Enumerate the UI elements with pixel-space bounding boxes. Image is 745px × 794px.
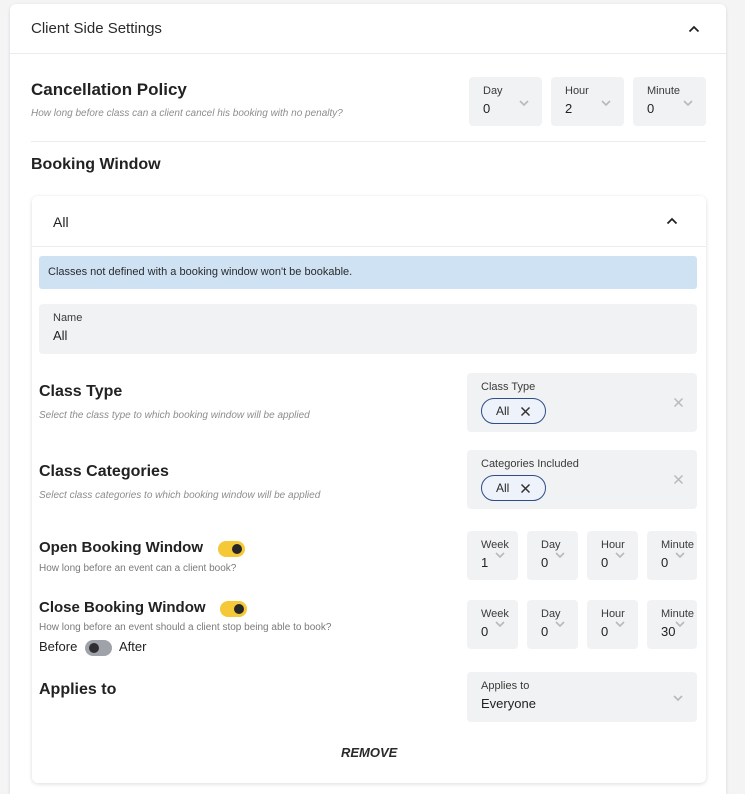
cancellation-minute-select[interactable]: [633, 77, 706, 126]
before-label: Before: [39, 639, 78, 654]
select-label: Day: [483, 85, 503, 97]
select-value: 0: [647, 101, 655, 116]
select-value: 0: [541, 555, 549, 570]
select-value: 0: [541, 624, 549, 639]
panel-title: Client Side Settings: [31, 20, 162, 37]
cancellation-policy-subtitle: How long before class can a client cancel his booking with no penalty?: [31, 108, 343, 119]
select-label: Week: [481, 539, 509, 551]
clear-icon[interactable]: [673, 397, 684, 408]
select-value: 0: [601, 624, 609, 639]
after-label: After: [119, 639, 147, 654]
toggle-knob: [234, 604, 244, 614]
select-label: Week: [481, 608, 509, 620]
chevron-down-icon: [601, 98, 611, 108]
cancellation-hour-select[interactable]: [551, 77, 624, 126]
select-value: 0: [661, 555, 669, 570]
close-booking-window-subtitle: How long before an event should a client stop being able to book?: [39, 622, 332, 633]
class-categories-title: Class Categories: [39, 463, 169, 480]
chip-label: All: [496, 404, 510, 418]
select-label: Hour: [601, 539, 625, 551]
chip-label: All: [496, 481, 510, 495]
select-value: 0: [601, 555, 609, 570]
class-categories-subtitle: Select class categories to which booking window will be applied: [39, 490, 321, 501]
booking-window-card: [32, 196, 706, 783]
applies-to-title: Applies to: [39, 681, 117, 698]
applies-to-field-label: Applies to: [481, 680, 530, 692]
close-icon[interactable]: [520, 483, 531, 494]
chevron-down-icon: [555, 619, 565, 629]
close-day-select[interactable]: [527, 600, 578, 649]
select-value: 1: [481, 555, 489, 570]
class-type-field-label: Class Type: [481, 381, 536, 393]
close-minute-select[interactable]: [647, 600, 697, 649]
select-value: 0: [481, 624, 489, 639]
chevron-down-icon: [495, 619, 505, 629]
close-booking-window-toggle[interactable]: [220, 601, 247, 617]
divider: [31, 141, 706, 142]
select-label: Day: [541, 608, 561, 620]
cancellation-policy-title: Cancellation Policy: [31, 80, 187, 99]
name-field[interactable]: [39, 304, 697, 354]
chevron-up-icon[interactable]: [688, 23, 700, 35]
select-value: 2: [565, 101, 573, 116]
name-field-label: Name: [53, 312, 83, 324]
close-icon[interactable]: [520, 406, 531, 417]
booking-window-card-header[interactable]: [32, 196, 706, 247]
chevron-down-icon: [519, 98, 529, 108]
chevron-down-icon: [495, 550, 505, 560]
chevron-down-icon: [615, 550, 625, 560]
open-week-select[interactable]: [467, 531, 518, 580]
open-minute-select[interactable]: [647, 531, 697, 580]
chevron-down-icon: [555, 550, 565, 560]
open-booking-window-subtitle: How long before an event can a client book?: [39, 563, 237, 574]
open-booking-window-title: Open Booking Window: [39, 539, 204, 556]
chevron-down-icon: [675, 550, 685, 560]
close-hour-select[interactable]: [587, 600, 638, 649]
cancellation-day-select[interactable]: [469, 77, 542, 126]
class-type-subtitle: Select the class type to which booking window will be applied: [39, 410, 310, 421]
chevron-up-icon[interactable]: [666, 215, 678, 227]
open-day-select[interactable]: [527, 531, 578, 580]
chevron-down-icon: [675, 619, 685, 629]
close-week-select[interactable]: [467, 600, 518, 649]
clear-icon[interactable]: [673, 474, 684, 485]
toggle-knob: [232, 544, 242, 554]
toggle-knob: [89, 643, 99, 653]
class-type-title: Class Type: [39, 383, 123, 400]
before-after-toggle[interactable]: [85, 640, 112, 656]
name-field-value: All: [53, 328, 68, 343]
panel-header[interactable]: [10, 4, 726, 54]
select-label: Minute: [647, 85, 681, 97]
class-type-chip[interactable]: [481, 398, 546, 424]
booking-window-title: Booking Window: [31, 156, 161, 173]
select-label: Hour: [565, 85, 589, 97]
class-type-select[interactable]: [467, 373, 697, 432]
select-label: Day: [541, 539, 561, 551]
class-categories-chip[interactable]: [481, 475, 546, 501]
remove-button[interactable]: REMOVE: [341, 745, 398, 760]
select-value: 0: [483, 101, 491, 116]
info-banner: [39, 256, 697, 289]
info-banner-text: Classes not defined with a booking window won't be bookable.: [48, 266, 353, 278]
booking-window-card-title: All: [53, 214, 69, 230]
select-value: 30: [661, 624, 676, 639]
client-side-settings-panel: [10, 4, 726, 794]
select-label: Hour: [601, 608, 625, 620]
class-categories-select[interactable]: [467, 450, 697, 509]
open-hour-select[interactable]: [587, 531, 638, 580]
applies-to-select[interactable]: [467, 672, 697, 722]
applies-to-value: Everyone: [481, 696, 536, 711]
open-booking-window-toggle[interactable]: [218, 541, 245, 557]
select-label: Minute: [661, 539, 695, 551]
select-label: Minute: [661, 608, 695, 620]
chevron-down-icon: [673, 693, 683, 703]
close-booking-window-title: Close Booking Window: [39, 599, 206, 616]
chevron-down-icon: [683, 98, 693, 108]
class-categories-field-label: Categories Included: [481, 458, 579, 470]
chevron-down-icon: [615, 619, 625, 629]
